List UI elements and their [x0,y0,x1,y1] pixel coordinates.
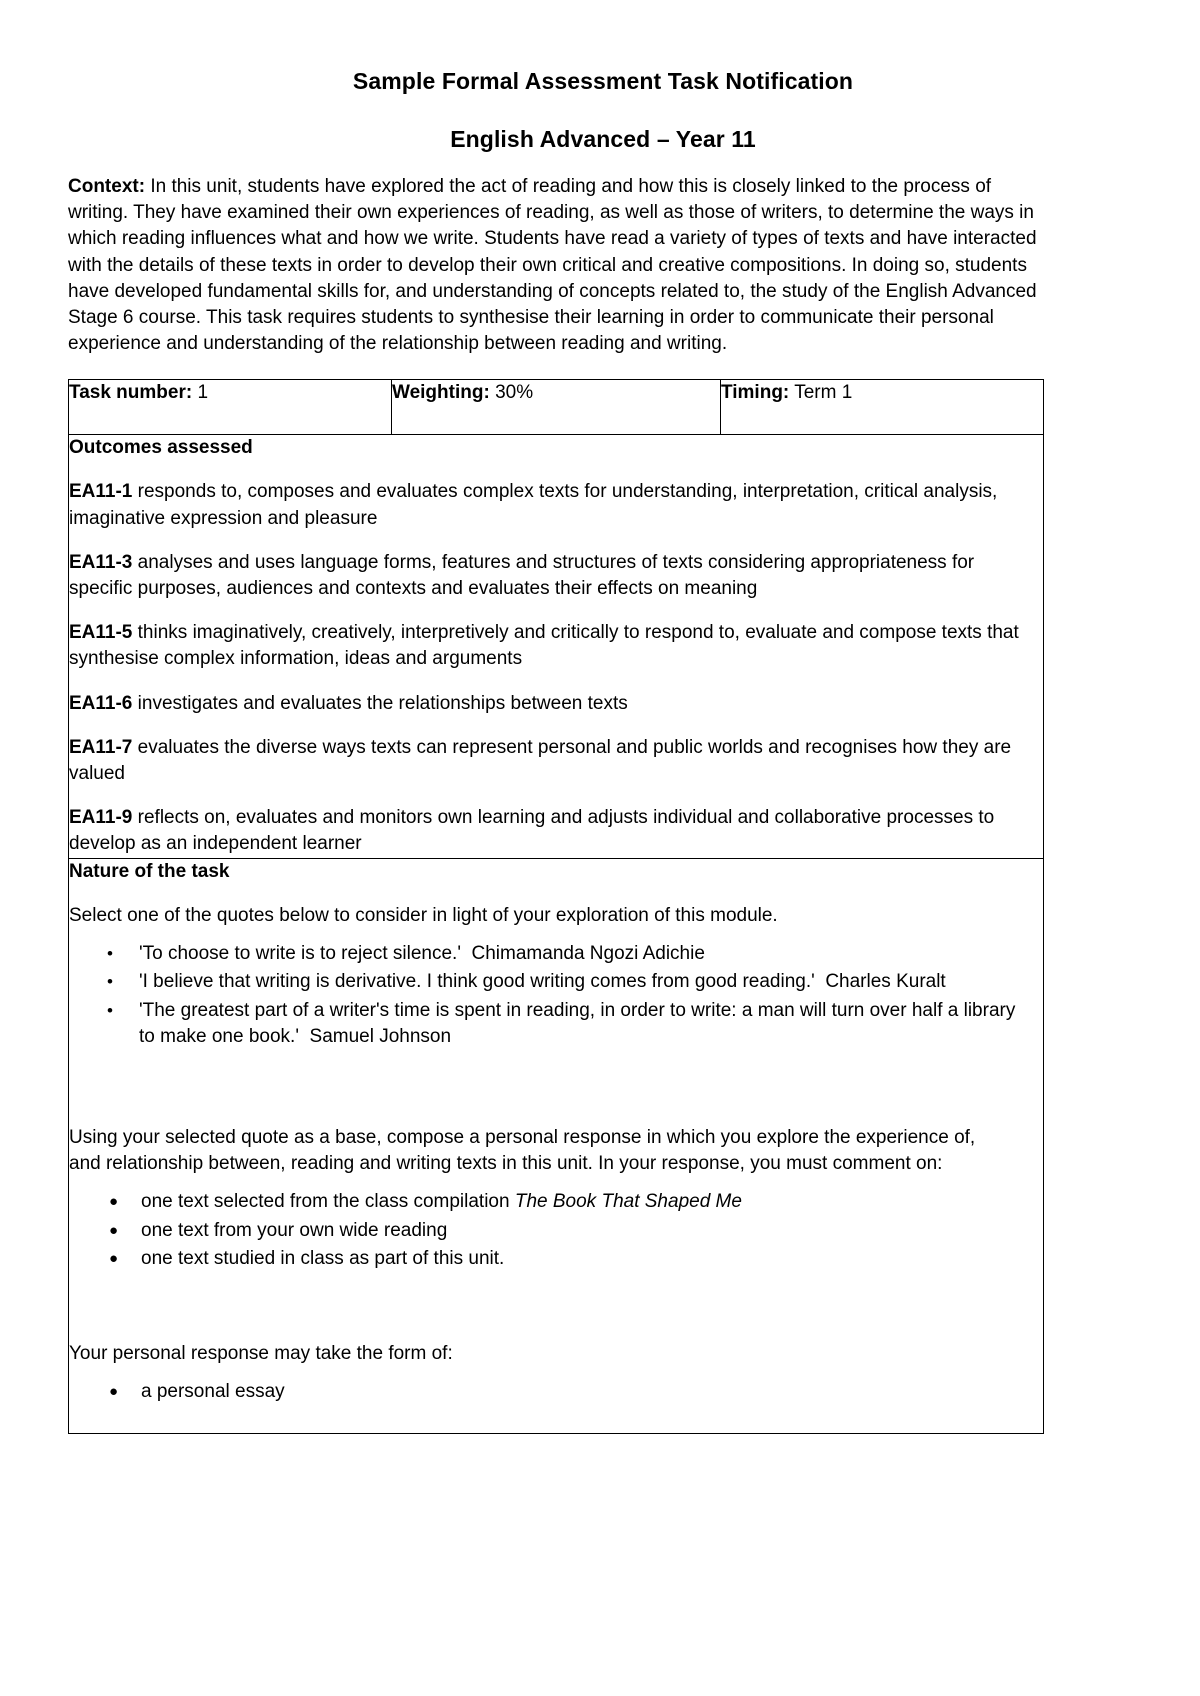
page-title: Sample Formal Assessment Task Notification [352,68,854,94]
table-row-outcomes [69,435,1044,858]
response-form-list [69,1379,1043,1406]
weighting-label: Weighting: [392,382,490,404]
spacer-after-quotes [69,1053,1043,1105]
quote-text: 'The greatest part of a writer's time is spent in reading, in order to write: a man will turn over half a library to make one book.' [139,999,1016,1048]
comment-list-item [69,1218,1031,1245]
quote-author-separator [815,971,826,992]
outcome-item [69,691,1021,717]
outcome-code: EA11-9 [69,807,133,829]
quote-author-separator [299,1026,310,1047]
table-row-nature-of-task [69,858,1044,1434]
context-text: In this unit, students have explored the act of reading and how this is closely linked to the process of writing. They have examined their own experiences of reading, as well as those of writers, to determine the ways in which reading influences what and how we write. Students have read a variety of types of texts and have interacted with the details of these texts in order to develop their own critical and creative compositions. In doing so, students have developed fundamental skills for, and understanding of concepts related to, the study of the English Advanced Stage 6 course. This task requires students to synthesise their learning in order to communicate their personal experience and understanding of the relationship between reading and writing. [68,176,1037,355]
timing-value: Term 1 [789,382,853,404]
list-item-text: one text selected from the class compilation [141,1191,515,1213]
task-number-cell [69,380,392,435]
nature-of-task-cell [69,858,1044,1434]
outcome-text: responds to, composes and evaluates complex texts for understanding, interpretation, critical analysis, imaginative expression and pleasure [69,481,998,529]
form-instruction-paragraph: Your personal response may take the form of: [69,1342,453,1364]
bullet-icon: ● [109,1221,119,1239]
outcomes-cell [69,435,1044,858]
list-item-text: one text from your own wide reading [141,1219,448,1241]
outcomes-heading: Outcomes assessed [69,437,253,459]
list-item-text: a personal essay [141,1380,285,1402]
quote-list-item [69,969,1029,996]
outcome-item [69,550,1021,602]
outcome-text: analyses and uses language forms, features and structures of texts considering appropriateness for specific purposes, audiences and contexts and evaluates their effects on meaning [69,551,975,600]
outcome-code: EA11-3 [69,551,133,573]
outcome-code: EA11-5 [69,622,133,644]
timing-cell [721,380,1044,435]
outcome-code: EA11-6 [69,692,133,714]
quote-text: 'To choose to write is to reject silence.' [139,942,461,964]
quote-text: 'I believe that writing is derivative. I think good writing comes from good reading.' [139,971,815,993]
spacer-bottom [69,1407,1043,1433]
quote-author: Samuel Johnson [309,1026,452,1048]
outcomes-list [69,479,1043,857]
comment-on-list [69,1189,1043,1273]
bullet-icon: • [107,943,113,963]
weighting-value: 30% [489,382,534,404]
bullet-icon: • [107,1000,113,1020]
bullet-icon: ● [109,1193,119,1211]
context-label: Context: [68,176,146,197]
quote-author: Charles Kuralt [825,971,946,993]
list-item-text: one text studied in class as part of this unit. [141,1248,505,1270]
weighting-cell [392,380,721,435]
outcome-code: EA11-1 [69,481,133,503]
quote-list-item [69,998,1029,1051]
outcome-item [69,735,1021,787]
outcome-text: reflects on, evaluates and monitors own learning and adjusts individual and collaborative processes to develop as an independent learner [69,807,995,855]
outcome-item [69,805,1021,857]
bullet-icon: • [107,972,113,992]
outcome-text: evaluates the diverse ways texts can represent personal and public worlds and recognises how they are valued [69,736,1012,785]
nature-of-task-heading: Nature of the task [69,860,230,882]
list-item-italic-title: The Book That Shaped Me [514,1191,742,1213]
page-subtitle: English Advanced – Year 11 [450,126,756,152]
comment-list-item [69,1246,1031,1273]
assessment-task-table [68,379,1044,1434]
quote-author-separator [461,943,472,964]
spacer-after-comment-items [69,1275,1043,1321]
comment-list-item [69,1189,1031,1216]
task-number-label: Task number: [69,382,193,404]
quote-list-item [69,941,1029,968]
table-row-meta [69,380,1044,435]
bullet-icon: ● [109,1382,119,1400]
timing-label: Timing: [721,382,790,404]
outcome-item [69,620,1021,672]
quote-list [69,941,1043,1051]
outcome-text: investigates and evaluates the relationships between texts [132,692,628,714]
outcome-item [69,479,1021,531]
bullet-icon: ● [109,1250,119,1268]
outcome-code: EA11-7 [69,736,133,758]
quote-author: Chimamanda Ngozi Adichie [471,942,705,964]
outcome-text: thinks imaginatively, creatively, interpretively and critically to respond to, evaluate and compose texts that synthesise complex information, ideas and arguments [69,622,1019,670]
form-list-item [69,1379,1031,1406]
task-number-value: 1 [192,382,209,404]
context-paragraph [68,174,1040,357]
nature-intro-paragraph: Select one of the quotes below to consider in light of your exploration of this module. [69,904,778,926]
response-instruction-paragraph: Using your selected quote as a base, compose a personal response in which you explore the experience of, and relationship between, reading and writing texts in this unit. In your response, you must comment on: [69,1126,976,1175]
